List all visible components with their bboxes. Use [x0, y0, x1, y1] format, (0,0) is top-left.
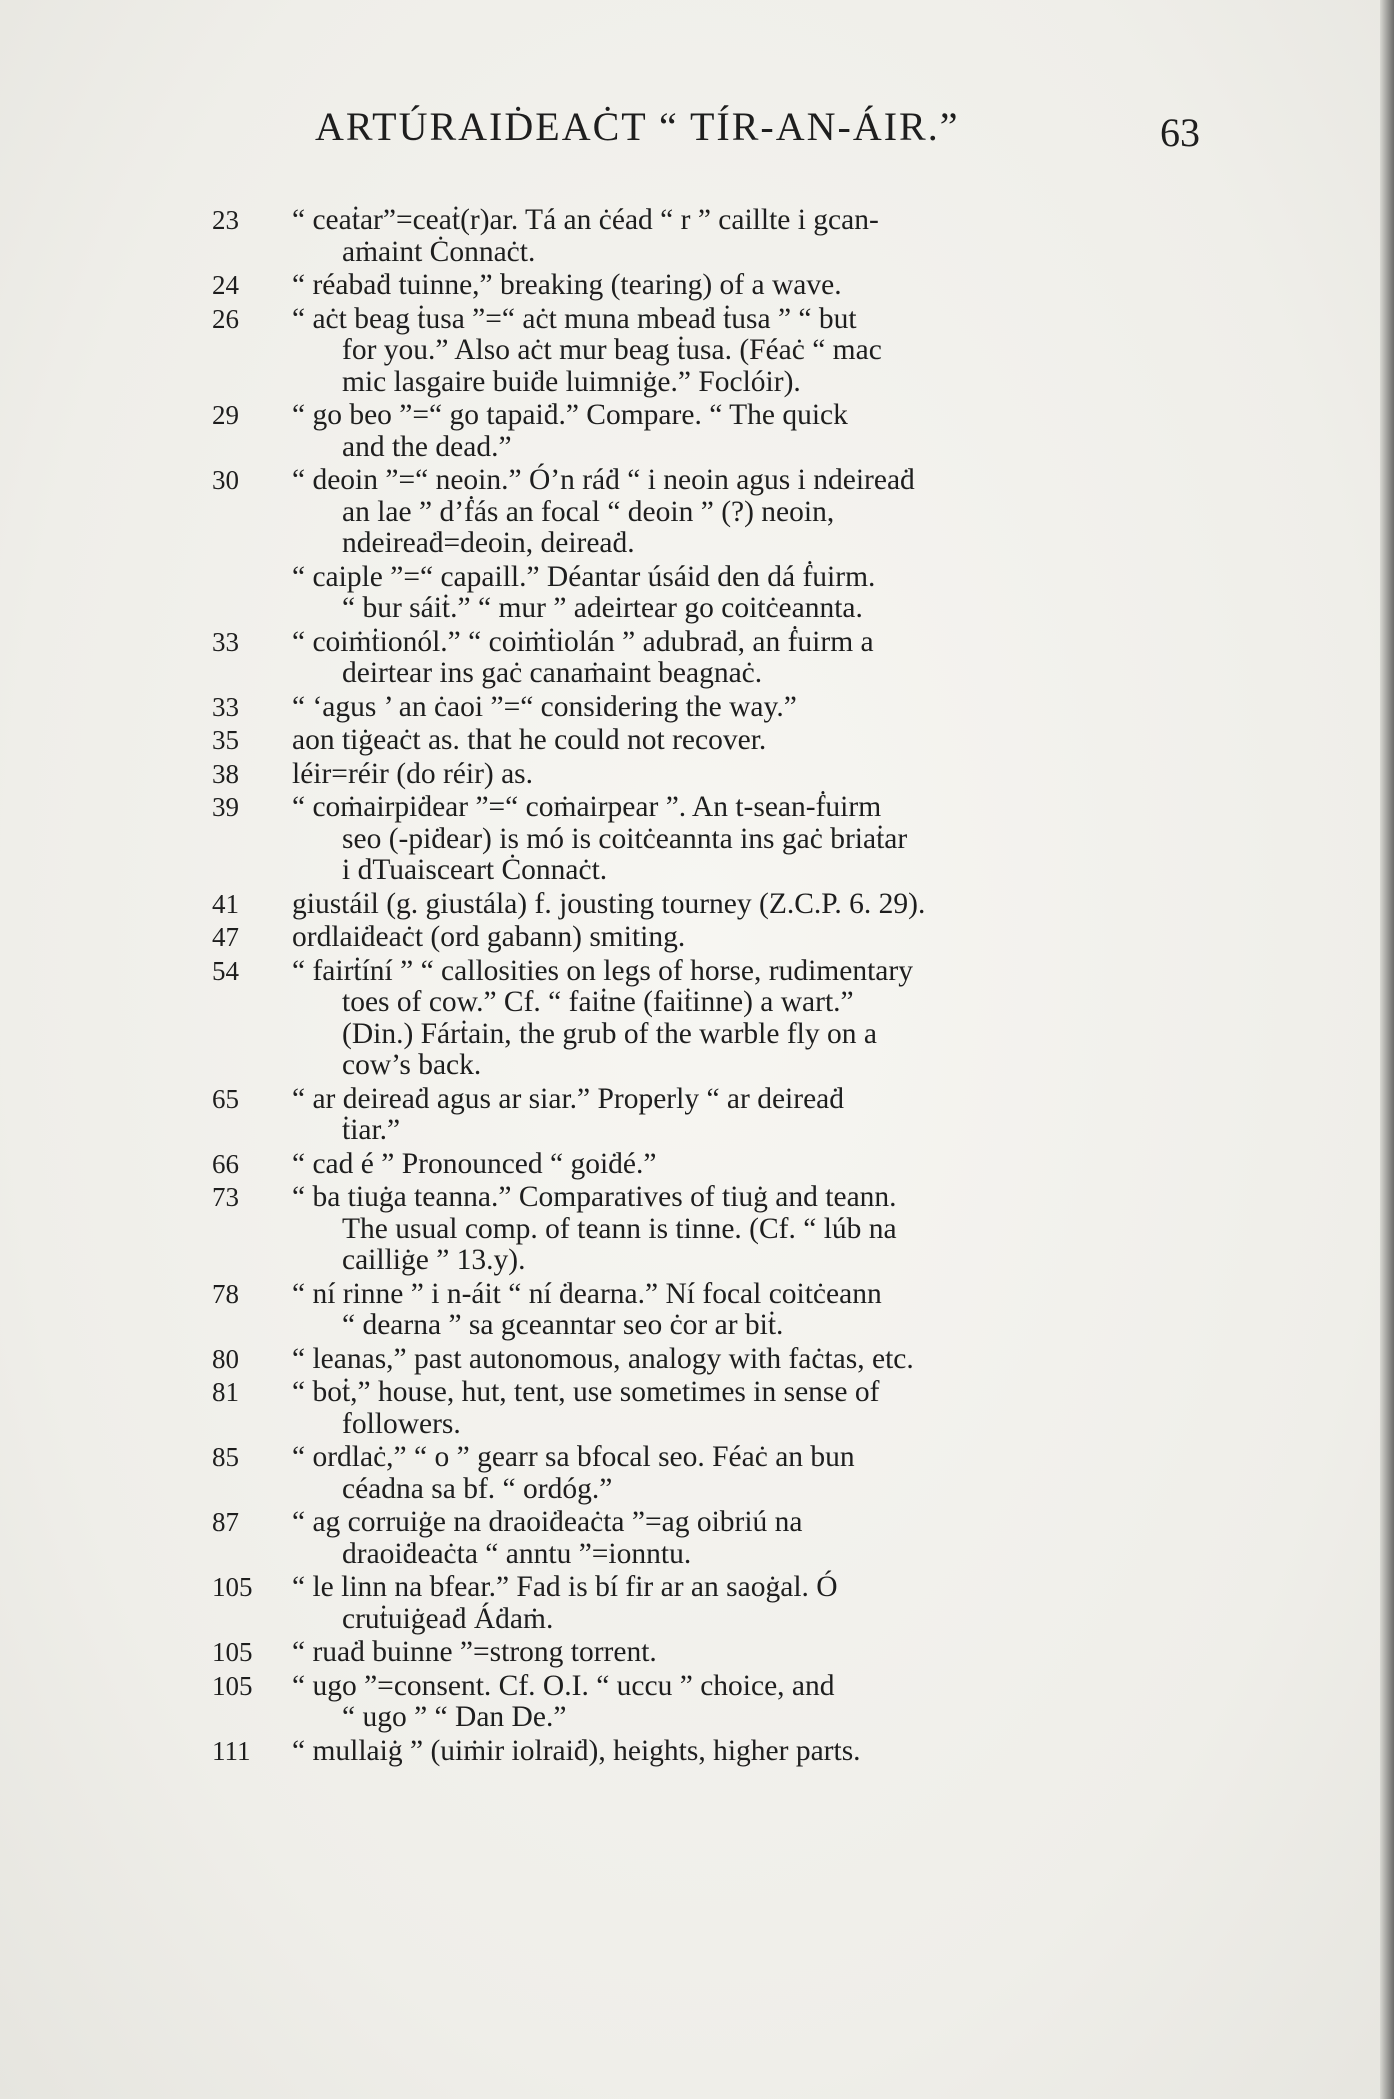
- note-text: [292, 270, 1202, 302]
- note-line-number: 47: [212, 922, 239, 952]
- note-text: [292, 956, 1202, 1082]
- note-text: [292, 1149, 1202, 1181]
- note-text-line: toes of cow.” Cf. “ faiṫne (faiṫinne) a wart.”: [342, 986, 854, 1018]
- note-text-line: “ dearna ” sa gceanntar seo ċor ar biṫ.: [342, 1309, 784, 1341]
- note-entry: [212, 1149, 1202, 1181]
- note-text-line: for you.” Also aċt mur beag ṫusa. (Féaċ “ mac: [342, 334, 882, 366]
- note-text-line: “ bur sáiṫ.” “ mur ” adeirtear go coitċeannta.: [342, 592, 863, 624]
- note-text-line: “ boṫ,” house, hut, tent, use sometimes in sense of: [292, 1376, 880, 1408]
- note-text-line: “ ‘agus ’ an ċaoi ”=“ considering the way.”: [292, 690, 797, 723]
- note-line-number: 105: [212, 1572, 253, 1602]
- note-line-number: 105: [212, 1670, 253, 1701]
- note-entry: [212, 889, 1202, 921]
- note-text-line: cailliġe ” 13.y).: [342, 1244, 526, 1276]
- note-entry: [212, 465, 1202, 560]
- note-text-line: “ ní rinne ” i n-áit “ ní ḋearna.” Ní focal coitċeann: [292, 1277, 882, 1310]
- note-text: [292, 627, 1202, 690]
- note-text: [292, 1637, 1202, 1669]
- note-text-line: “ ugo ” “ Dan De.”: [342, 1701, 567, 1733]
- note-line-number: 80: [212, 1343, 239, 1374]
- note-text: [292, 792, 1202, 887]
- note-line-number: 54: [212, 955, 239, 986]
- note-text: [292, 889, 1202, 921]
- note-text-line: “ coṁairpiḋear ”=“ coṁairpear ”. An t-sean-ḟuirm: [292, 791, 882, 823]
- note-text-line: cruṫuiġeaḋ Áḋaṁ.: [342, 1602, 554, 1635]
- note-text-line: i dTuaisceart Ċonnaċt.: [342, 854, 608, 886]
- running-title: ARTÚRAIḊEAĊT “ TÍR-AN-ÁIR.”: [315, 104, 960, 149]
- note-text: [292, 465, 1202, 560]
- note-text-line: “ leanas,” past autonomous, analogy with faċtas, etc.: [292, 1342, 914, 1375]
- note-text-line: giustáil (g. giustála) f. jousting tourney (Z.C.P. 6. 29).: [292, 887, 926, 920]
- note-line-number: 39: [212, 792, 239, 822]
- note-text: [292, 1377, 1202, 1440]
- note-entry: [212, 1572, 1202, 1635]
- note-entry: [212, 692, 1202, 724]
- note-text: [292, 1736, 1202, 1768]
- note-text-line: “ ugo ”=consent. Cf. O.I. “ uccu ” choice, and: [292, 1669, 835, 1702]
- note-entry: [212, 1637, 1202, 1669]
- note-line-number: 78: [212, 1278, 239, 1309]
- note-text-line: ndeireaḋ=deoin, deireaḋ.: [342, 527, 635, 559]
- note-line-number: 24: [212, 270, 239, 300]
- note-text: [292, 562, 1202, 625]
- note-line-number: 41: [212, 888, 239, 919]
- note-entry: [212, 304, 1202, 399]
- note-text-line: and the dead.”: [342, 430, 512, 463]
- note-text: [292, 1084, 1202, 1147]
- note-text: [292, 304, 1202, 399]
- note-entry: [212, 922, 1202, 954]
- note-text-line: seo (-piḋear) is mó is coitċeannta ins gaċ briaṫar: [342, 822, 908, 855]
- note-line-number: 33: [212, 691, 239, 722]
- note-text-line: mic lasgaire buiḋe luimniġe.” Foclóir).: [342, 365, 801, 398]
- note-entry: [212, 562, 1202, 625]
- note-text: [292, 1344, 1202, 1376]
- note-text: [292, 1279, 1202, 1342]
- note-entry: [212, 1507, 1202, 1570]
- page-number: 63: [1160, 110, 1200, 155]
- note-text-line: aon tiġeaċt as. that he could not recover.: [292, 724, 767, 756]
- note-entry: [212, 1442, 1202, 1505]
- note-text: [292, 1182, 1202, 1277]
- note-line-number: 23: [212, 205, 239, 235]
- note-entry: [212, 759, 1202, 791]
- note-entry: [212, 1377, 1202, 1440]
- note-line-number: 73: [212, 1182, 239, 1212]
- note-text-line: “ go beo ”=“ go tapaiḋ.” Compare. “ The quick: [292, 399, 848, 431]
- note-line-number: 66: [212, 1148, 239, 1179]
- note-line-number: 33: [212, 626, 239, 657]
- note-text-line: “ ruaḋ buinne ”=strong torrent.: [292, 1636, 657, 1668]
- note-entry: [212, 792, 1202, 887]
- note-entry: [212, 400, 1202, 463]
- note-text: [292, 1442, 1202, 1505]
- note-text-line: “ ba tiuġa teanna.” Comparatives of tiuġ and teann.: [292, 1181, 897, 1213]
- note-entry: [212, 1182, 1202, 1277]
- note-line-number: 81: [212, 1377, 239, 1407]
- note-text-line: ordlaiḋeaċt (ord gabann) smiting.: [292, 921, 686, 953]
- note-text-line: “ cad é ” Pronounced “ goiḋé.”: [292, 1147, 657, 1180]
- note-text: [292, 759, 1202, 791]
- note-line-number: 111: [212, 1735, 251, 1766]
- note-text-line: followers.: [342, 1407, 461, 1440]
- page-header: [220, 95, 1200, 165]
- note-text: [292, 692, 1202, 724]
- note-line-number: 105: [212, 1637, 253, 1667]
- note-text-line: “ réabaḋ tuinne,” breaking (tearing) of a wave.: [292, 269, 842, 301]
- note-text-line: “ caiple ”=“ capaill.” Déantar úsáid den dá ḟuirm.: [292, 560, 876, 593]
- note-text-line: “ ag corruiġe na draoiḋeaċta ”=ag oibriú na: [292, 1506, 803, 1538]
- note-text-line: “ mullaiġ ” (uiṁir iolraiḋ), heights, higher parts.: [292, 1734, 861, 1767]
- note-text-line: “ ceaṫar”=ceaṫ(r)ar. Tá an ċéad “ r ” caillte i gcan-: [292, 204, 879, 236]
- note-entry: [212, 725, 1202, 757]
- notes-list: [212, 205, 1202, 1769]
- note-text-line: céadna sa bf. “ ordóg.”: [342, 1472, 613, 1505]
- note-line-number: 85: [212, 1442, 239, 1472]
- note-text-line: ṫiar.”: [342, 1114, 401, 1146]
- note-line-number: 29: [212, 400, 239, 430]
- note-entry: [212, 1084, 1202, 1147]
- note-text-line: “ le linn na bfear.” Fad is bí fir ar an saoġal. Ó: [292, 1571, 838, 1603]
- note-text: [292, 1507, 1202, 1570]
- note-entry: [212, 956, 1202, 1082]
- page-edge-shadow: [1380, 0, 1394, 2099]
- note-text-line: deirtear ins gaċ canaṁaint beagnaċ.: [342, 657, 763, 689]
- note-line-number: 35: [212, 725, 239, 755]
- note-line-number: 87: [212, 1507, 239, 1537]
- note-text-line: “ aċt beag ṫusa ”=“ aċt muna mbeaḋ ṫusa ” “ but: [292, 302, 857, 335]
- note-text-line: The usual comp. of teann is tinne. (Cf. “ lúb na: [342, 1212, 897, 1245]
- note-text: [292, 400, 1202, 463]
- note-text-line: cow’s back.: [342, 1049, 482, 1081]
- note-text: [292, 922, 1202, 954]
- note-line-number: 30: [212, 465, 239, 495]
- note-text-line: (Din.) Fárṫain, the grub of the warble fly on a: [342, 1017, 877, 1050]
- note-text-line: “ deoin ”=“ neoin.” Ó’n ráḋ “ i neoin agus i ndeireaḋ: [292, 464, 915, 496]
- note-entry: [212, 1736, 1202, 1768]
- note-text: [292, 1671, 1202, 1734]
- note-text-line: “ fairṫíní ” “ callosities on legs of horse, rudimentary: [292, 954, 913, 987]
- note-text-line: draoiḋeaċta “ anntu ”=ionntu.: [342, 1537, 692, 1570]
- note-entry: [212, 1279, 1202, 1342]
- note-text-line: an lae ” d’ḟás an focal “ deoin ” (?) neoin,: [342, 495, 835, 528]
- note-line-number: 65: [212, 1083, 239, 1114]
- note-text-line: aṁaint Ċonnaċt.: [342, 235, 536, 268]
- note-line-number: 38: [212, 758, 239, 789]
- note-entry: [212, 627, 1202, 690]
- note-entry: [212, 1344, 1202, 1376]
- note-text-line: léir=réir (do réir) as.: [292, 757, 534, 790]
- note-entry: [212, 205, 1202, 268]
- note-text: [292, 1572, 1202, 1635]
- note-text-line: “ coiṁṫionól.” “ coiṁṫiolán ” adubraḋ, an ḟuirm a: [292, 625, 874, 658]
- note-entry: [212, 1671, 1202, 1734]
- note-text-line: “ ordlaċ,” “ o ” gearr sa bfocal seo. Féaċ an bun: [292, 1441, 855, 1473]
- note-entry: [212, 270, 1202, 302]
- note-text: [292, 725, 1202, 757]
- note-text: [292, 205, 1202, 268]
- note-line-number: 26: [212, 303, 239, 334]
- note-text-line: “ ar deireaḋ agus ar siar.” Properly “ ar deireaḋ: [292, 1082, 845, 1115]
